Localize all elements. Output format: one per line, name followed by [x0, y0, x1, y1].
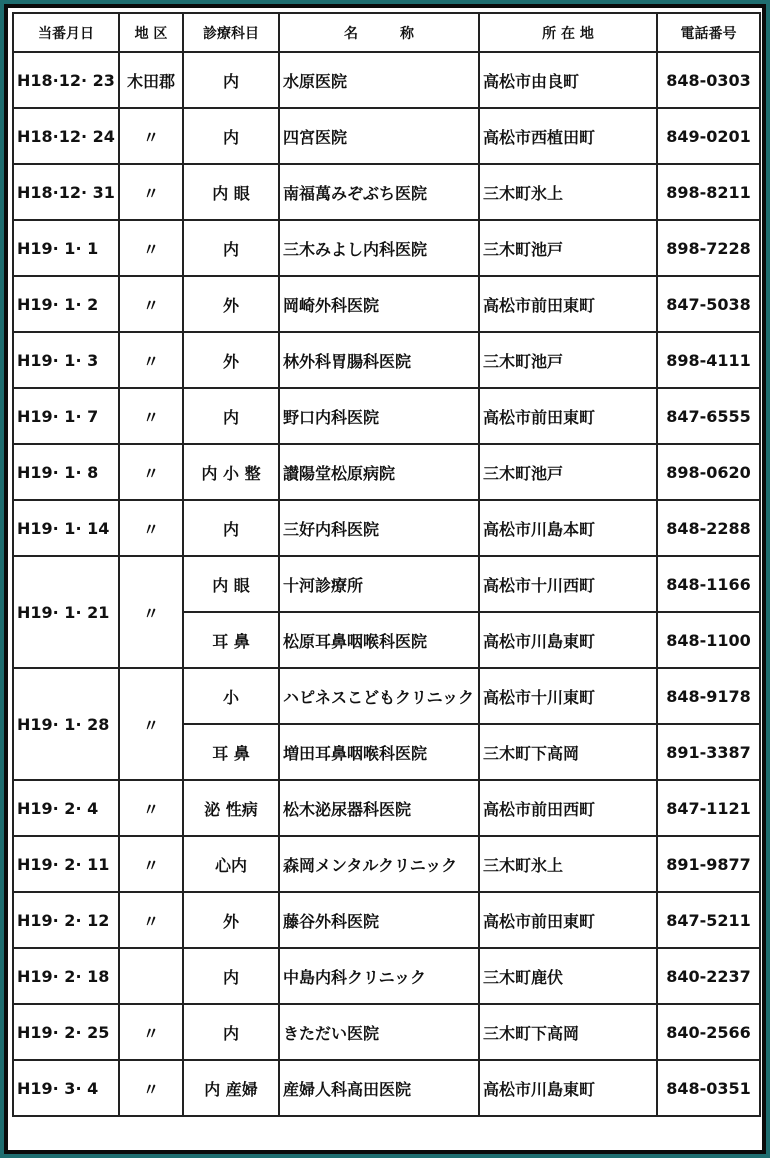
table-body — [13, 52, 760, 1116]
table-row — [13, 52, 760, 108]
duty-date-cell: H19· 2· 18 — [13, 948, 119, 1004]
header-location: 所 在 地 — [479, 13, 657, 52]
department-cell: 内 小 整 — [183, 444, 279, 500]
header-name: 名 称 — [279, 13, 479, 52]
table-row — [13, 500, 760, 556]
department-cell: 泌 性病 — [183, 780, 279, 836]
department-cell: 内 — [183, 388, 279, 444]
table-row — [13, 164, 760, 220]
clinic-name-cell: 林外科胃腸科医院 — [279, 332, 479, 388]
area-cell: 〃 — [119, 836, 183, 892]
clinic-name-cell: 三好内科医院 — [279, 500, 479, 556]
clinic-name-cell: 讃陽堂松原病院 — [279, 444, 479, 500]
area-cell: 〃 — [119, 780, 183, 836]
duty-date-cell: H18·12· 24 — [13, 108, 119, 164]
department-cell: 外 — [183, 276, 279, 332]
phone-cell: 848-1166 — [657, 556, 760, 612]
location-cell: 高松市前田東町 — [479, 388, 657, 444]
table-row — [13, 780, 760, 836]
table-row — [13, 388, 760, 444]
location-cell: 三木町下高岡 — [479, 1004, 657, 1060]
clinic-name-cell: 藤谷外科医院 — [279, 892, 479, 948]
table-row — [13, 836, 760, 892]
duty-date-cell: H19· 2· 25 — [13, 1004, 119, 1060]
duty-date-cell: H19· 2· 12 — [13, 892, 119, 948]
duty-date-cell: H19· 1· 8 — [13, 444, 119, 500]
department-cell: 外 — [183, 892, 279, 948]
duty-date-cell: H19· 1· 2 — [13, 276, 119, 332]
table-row — [13, 892, 760, 948]
header-area: 地 区 — [119, 13, 183, 52]
phone-cell: 847-6555 — [657, 388, 760, 444]
area-cell: 〃 — [119, 108, 183, 164]
area-cell: 〃 — [119, 556, 183, 668]
table-row — [13, 220, 760, 276]
department-cell: 外 — [183, 332, 279, 388]
location-cell: 高松市西植田町 — [479, 108, 657, 164]
area-cell: 〃 — [119, 332, 183, 388]
phone-cell: 898-8211 — [657, 164, 760, 220]
location-cell: 高松市十川西町 — [479, 556, 657, 612]
phone-cell: 898-4111 — [657, 332, 760, 388]
area-cell: 〃 — [119, 500, 183, 556]
phone-cell: 898-7228 — [657, 220, 760, 276]
area-cell: 〃 — [119, 892, 183, 948]
table-row — [13, 332, 760, 388]
phone-cell: 847-5038 — [657, 276, 760, 332]
duty-doctor-table — [12, 12, 761, 1117]
clinic-name-cell: 岡崎外科医院 — [279, 276, 479, 332]
location-cell: 高松市川島東町 — [479, 612, 657, 668]
header-dept: 診療科目 — [183, 13, 279, 52]
area-cell: 〃 — [119, 1004, 183, 1060]
location-cell: 三木町鹿伏 — [479, 948, 657, 1004]
clinic-name-cell: 森岡メンタルクリニック — [279, 836, 479, 892]
duty-date-cell: H19· 1· 1 — [13, 220, 119, 276]
location-cell: 三木町池戸 — [479, 332, 657, 388]
department-cell: 耳 鼻 — [183, 612, 279, 668]
duty-date-cell: H18·12· 23 — [13, 52, 119, 108]
table-row — [13, 668, 760, 724]
table-row — [13, 556, 760, 612]
phone-cell: 849-0201 — [657, 108, 760, 164]
clinic-name-cell: 十河診療所 — [279, 556, 479, 612]
location-cell: 三木町池戸 — [479, 444, 657, 500]
location-cell: 高松市前田東町 — [479, 276, 657, 332]
phone-cell: 848-9178 — [657, 668, 760, 724]
phone-cell: 847-5211 — [657, 892, 760, 948]
header-date: 当番月日 — [13, 13, 119, 52]
area-cell: 〃 — [119, 1060, 183, 1116]
location-cell: 高松市十川東町 — [479, 668, 657, 724]
clinic-name-cell: 増田耳鼻咽喉科医院 — [279, 724, 479, 780]
department-cell: 内 眼 — [183, 164, 279, 220]
clinic-name-cell: きただい医院 — [279, 1004, 479, 1060]
area-cell: 〃 — [119, 668, 183, 780]
header-row — [13, 13, 760, 52]
department-cell: 内 — [183, 500, 279, 556]
location-cell: 三木町下高岡 — [479, 724, 657, 780]
area-cell: 〃 — [119, 164, 183, 220]
duty-date-cell: H19· 1· 14 — [13, 500, 119, 556]
phone-cell: 847-1121 — [657, 780, 760, 836]
duty-date-cell: H19· 1· 21 — [13, 556, 119, 668]
table-row — [13, 1004, 760, 1060]
department-cell: 内 眼 — [183, 556, 279, 612]
phone-cell: 848-2288 — [657, 500, 760, 556]
location-cell: 三木町池戸 — [479, 220, 657, 276]
location-cell: 高松市川島本町 — [479, 500, 657, 556]
department-cell: 内 — [183, 108, 279, 164]
header-phone: 電話番号 — [657, 13, 760, 52]
clinic-name-cell: 四宮医院 — [279, 108, 479, 164]
location-cell: 三木町氷上 — [479, 836, 657, 892]
table-row — [13, 276, 760, 332]
clinic-name-cell: ハピネスこどもクリニック — [279, 668, 479, 724]
phone-cell: 848-0303 — [657, 52, 760, 108]
department-cell: 内 — [183, 948, 279, 1004]
department-cell: 内 — [183, 52, 279, 108]
department-cell: 心内 — [183, 836, 279, 892]
area-cell — [119, 948, 183, 1004]
department-cell: 内 — [183, 220, 279, 276]
department-cell: 内 — [183, 1004, 279, 1060]
duty-date-cell: H19· 1· 7 — [13, 388, 119, 444]
area-cell: 〃 — [119, 388, 183, 444]
table-row — [13, 108, 760, 164]
phone-cell: 840-2566 — [657, 1004, 760, 1060]
location-cell: 高松市前田東町 — [479, 892, 657, 948]
clinic-name-cell: 水原医院 — [279, 52, 479, 108]
clinic-name-cell: 野口内科医院 — [279, 388, 479, 444]
duty-date-cell: H19· 1· 3 — [13, 332, 119, 388]
duty-date-cell: H19· 2· 11 — [13, 836, 119, 892]
department-cell: 耳 鼻 — [183, 724, 279, 780]
location-cell: 高松市由良町 — [479, 52, 657, 108]
area-cell: 〃 — [119, 276, 183, 332]
phone-cell: 891-3387 — [657, 724, 760, 780]
table-row — [13, 948, 760, 1004]
phone-cell: 891-9877 — [657, 836, 760, 892]
clinic-name-cell: 松原耳鼻咽喉科医院 — [279, 612, 479, 668]
phone-cell: 840-2237 — [657, 948, 760, 1004]
location-cell: 高松市前田西町 — [479, 780, 657, 836]
phone-cell: 848-0351 — [657, 1060, 760, 1116]
area-cell: 〃 — [119, 220, 183, 276]
clinic-name-cell: 松木泌尿器科医院 — [279, 780, 479, 836]
duty-date-cell: H19· 3· 4 — [13, 1060, 119, 1116]
table-row — [13, 1060, 760, 1116]
area-cell: 〃 — [119, 444, 183, 500]
duty-date-cell: H18·12· 31 — [13, 164, 119, 220]
department-cell: 内 産婦 — [183, 1060, 279, 1116]
area-cell: 木田郡 — [119, 52, 183, 108]
clinic-name-cell: 中島内科クリニック — [279, 948, 479, 1004]
department-cell: 小 — [183, 668, 279, 724]
location-cell: 高松市川島東町 — [479, 1060, 657, 1116]
clinic-name-cell: 南福萬みぞぶち医院 — [279, 164, 479, 220]
duty-date-cell: H19· 2· 4 — [13, 780, 119, 836]
duty-date-cell: H19· 1· 28 — [13, 668, 119, 780]
table-row — [13, 444, 760, 500]
clinic-name-cell: 産婦人科高田医院 — [279, 1060, 479, 1116]
phone-cell: 848-1100 — [657, 612, 760, 668]
location-cell: 三木町氷上 — [479, 164, 657, 220]
phone-cell: 898-0620 — [657, 444, 760, 500]
clinic-name-cell: 三木みよし内科医院 — [279, 220, 479, 276]
